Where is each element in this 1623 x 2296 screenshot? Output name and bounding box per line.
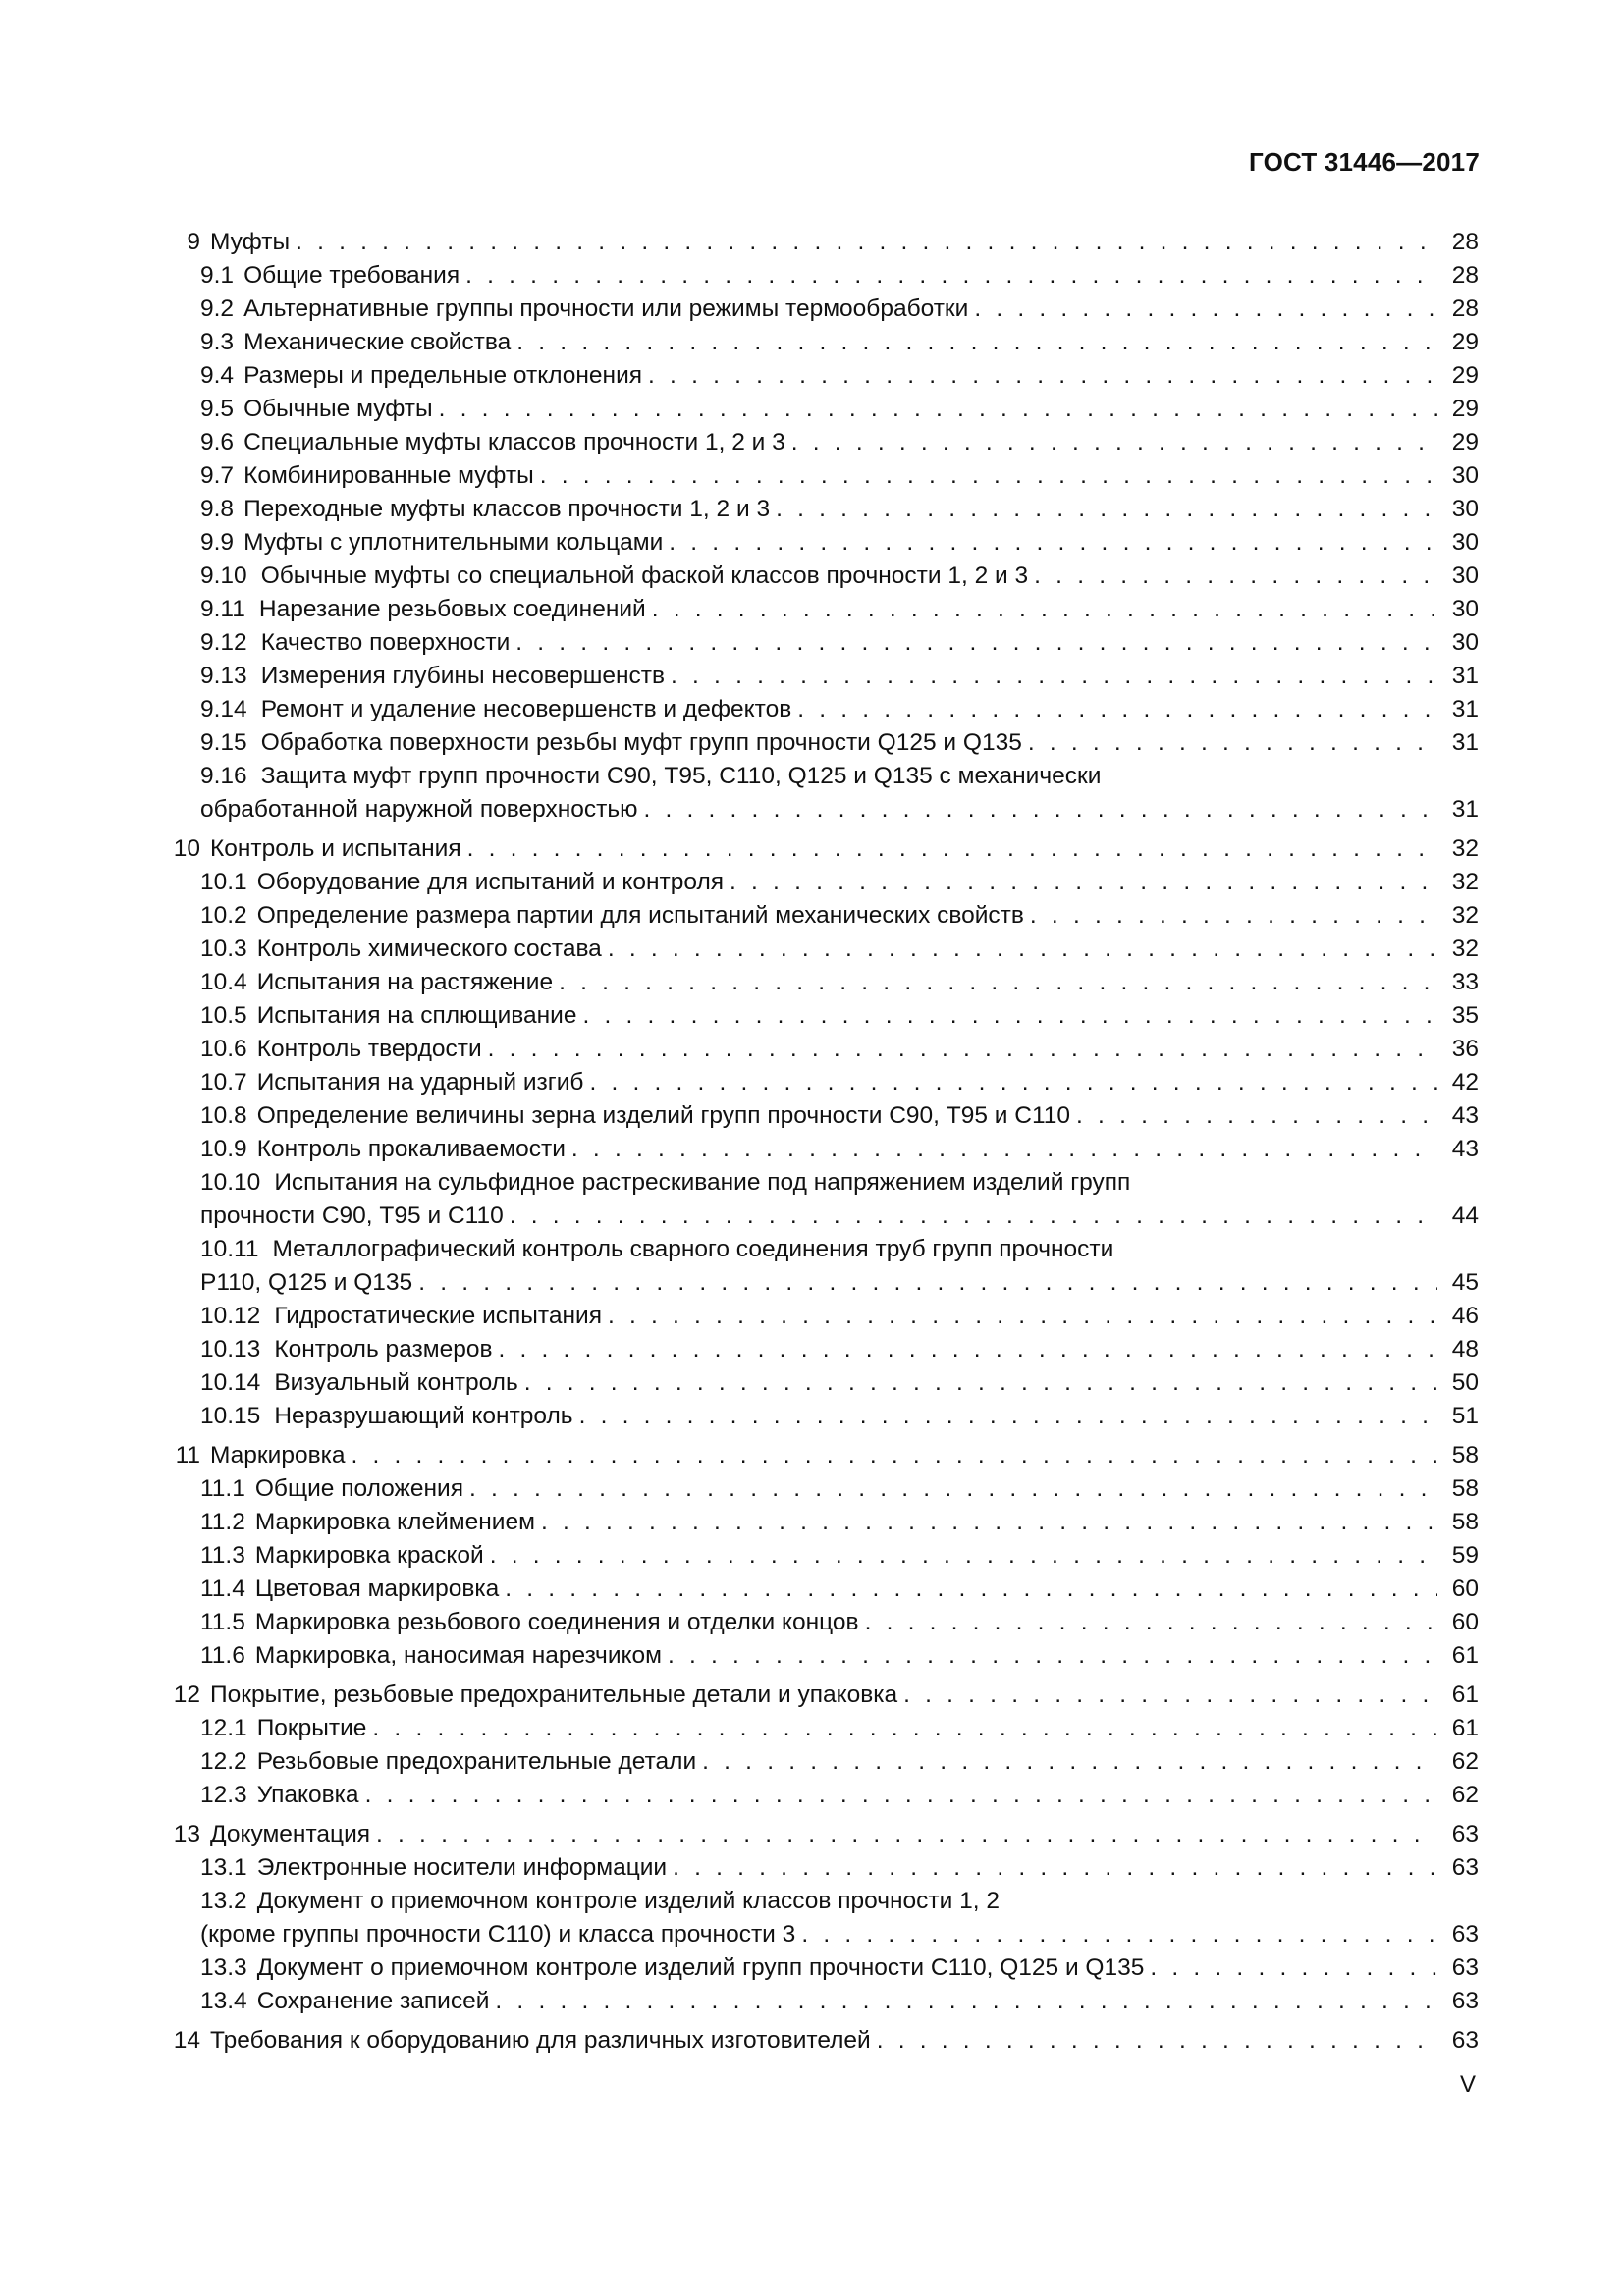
leader-dots [376,1818,1437,1851]
toc-entry[interactable] [157,560,1479,593]
entry-title: Альтернативные группы прочности или режимы термообработки [243,295,969,322]
page-ref: 43 [1451,1136,1479,1162]
entry-number: 9.13 [200,663,247,689]
entry-title: Механические свойства [243,329,512,355]
toc-entry[interactable] [157,1639,1479,1673]
entry-number: 9.1 [200,262,235,289]
leader-dots [801,1918,1437,1951]
entry-number: 9.11 [200,596,245,622]
entry-title: Муфты с уплотнительными кольцами [243,529,664,556]
toc-entry[interactable] [157,1506,1479,1539]
toc-entry[interactable] [157,1985,1479,2018]
toc-entry[interactable] [157,526,1479,560]
toc-entry[interactable] [157,1951,1479,1985]
leader-dots [465,259,1437,293]
entry-number: 9.3 [200,329,235,355]
page-ref: 62 [1451,1782,1479,1808]
entry-number: 11.4 [200,1575,245,1602]
entry-title: Ремонт и удаление несовершенств и дефектов [260,696,792,722]
toc-entry[interactable] [157,1366,1479,1400]
toc-entry-continuation[interactable] [157,793,1479,827]
toc-entry[interactable] [157,1539,1479,1573]
page-ref: 63 [1451,2027,1479,2054]
entry-title: Испытания на ударный изгиб [256,1069,584,1095]
leader-dots [652,593,1437,626]
entry-title: Неразрушающий контроль [274,1403,573,1429]
entry-title: Цветовая маркировка [254,1575,500,1602]
toc-entry[interactable] [157,2024,1479,2057]
entry-number: 11.1 [200,1475,245,1502]
entry-title: Электронные носители информации [256,1854,668,1881]
entry-title: Маркировка клеймением [254,1509,535,1535]
entry-title: Документ о приемочном контроле изделий классов прочности 1, 2 [256,1888,1000,1914]
leader-dots [974,293,1437,326]
toc-entry[interactable] [157,1133,1479,1166]
entry-number: 10.8 [200,1102,247,1129]
entry-number: 10.4 [200,969,247,995]
toc-section-14 [157,2024,1479,2057]
page-ref: 31 [1451,663,1479,689]
entry-title: Маркировка, наносимая нарезчиком [254,1642,662,1669]
leader-dots [352,1439,1438,1472]
section-title: Муфты [210,229,291,255]
entry-title: Испытания на сплющивание [256,1002,577,1029]
leader-dots [791,426,1437,459]
entry-number: 12.1 [200,1715,247,1741]
page-ref: 51 [1451,1403,1479,1429]
entry-number: 10.5 [200,1002,247,1029]
leader-dots [524,1366,1437,1400]
leader-dots [516,326,1437,359]
toc-entry[interactable] [157,1333,1479,1366]
toc-entry[interactable] [157,1712,1479,1745]
page-ref: 48 [1451,1336,1479,1362]
entry-title: Нарезание резьбовых соединений [258,596,646,622]
toc-entry[interactable] [157,626,1479,660]
page-ref: 63 [1451,1954,1479,1981]
toc-entry[interactable] [157,660,1479,693]
page-ref: 28 [1451,295,1479,322]
entry-title: Защита муфт групп прочности С90, Т95, С110, Q125 и Q135 с механически [260,763,1102,789]
toc-entry[interactable] [157,226,1479,259]
leader-dots [467,832,1437,866]
entry-title: обработанной наружной поверхностью [200,796,638,823]
section-title: Контроль и испытания [210,835,461,862]
page-ref: 63 [1451,1988,1479,2014]
page-ref: 46 [1451,1303,1479,1329]
entry-title: Маркировка краской [254,1542,484,1569]
leader-dots [439,393,1437,426]
entry-number: 11.5 [200,1609,245,1635]
toc-entry[interactable] [157,899,1479,933]
entry-title: Измерения глубины несовершенств [260,663,666,689]
entry-title: Контроль химического состава [256,935,602,962]
leader-dots [541,1506,1437,1539]
leader-dots [571,1133,1437,1166]
entry-number: 11.2 [200,1509,245,1535]
toc-entry[interactable] [157,1779,1479,1812]
entry-number: 10.11 [200,1236,259,1262]
entry-number: 9.8 [200,496,235,522]
page-ref: 36 [1451,1036,1479,1062]
toc-entry[interactable] [157,726,1479,760]
toc-entry[interactable] [157,259,1479,293]
toc-entry[interactable] [157,933,1479,966]
toc-entry-multiline[interactable] [157,1885,1479,1918]
entry-number: 9.4 [200,362,235,389]
leader-dots [469,1472,1437,1506]
toc-entry-multiline[interactable] [157,1166,1479,1200]
page-ref: 60 [1451,1575,1479,1602]
section-number: 13 [173,1821,200,1847]
toc-entry[interactable] [157,1679,1479,1712]
leader-dots [797,693,1437,726]
leader-dots [608,933,1437,966]
toc-section-13 [157,1818,1479,2018]
entry-number: 10.15 [200,1403,261,1429]
leader-dots [669,526,1437,560]
page-ref: 30 [1451,596,1479,622]
toc-section-11 [157,1439,1479,1673]
page-ref: 29 [1451,362,1479,389]
toc-entry-multiline[interactable] [157,1233,1479,1266]
section-number: 11 [175,1442,200,1468]
page-ref: 58 [1451,1442,1479,1468]
entry-number: 11.6 [200,1642,245,1669]
entry-number: 10.10 [200,1169,261,1196]
entry-title: Качество поверхности [260,629,511,656]
page-ref: 63 [1451,1854,1479,1881]
entry-number: 9.6 [200,429,235,455]
page-ref: 61 [1451,1682,1479,1708]
toc-entry[interactable] [157,693,1479,726]
page-ref: 62 [1451,1748,1479,1775]
entry-number: 10.13 [200,1336,261,1362]
page-ref: 58 [1451,1509,1479,1535]
page-number: V [1459,2071,1476,2098]
entry-number: 13.2 [200,1888,247,1914]
leader-dots [372,1712,1437,1745]
toc-entry[interactable] [157,1573,1479,1606]
entry-title: Покрытие [256,1715,367,1741]
leader-dots [1034,560,1437,593]
entry-number: 9.15 [200,729,247,756]
entry-title: Металлографический контроль сварного соединения труб групп прочности [272,1236,1114,1262]
page-ref: 59 [1451,1542,1479,1569]
section-number: 14 [173,2027,200,2054]
toc-entry[interactable] [157,999,1479,1033]
page-ref: 30 [1451,462,1479,489]
leader-dots [510,1200,1437,1233]
page-ref: 30 [1451,496,1479,522]
toc-entry[interactable] [157,1066,1479,1099]
page-ref: 63 [1451,1821,1479,1847]
section-number: 10 [173,835,200,862]
leader-dots [583,999,1438,1033]
entry-title: Общие положения [254,1475,464,1502]
entry-title: Оборудование для испытаний и контроля [256,869,725,895]
entry-number: 9.9 [200,529,235,556]
entry-number: 10.6 [200,1036,247,1062]
page-ref: 60 [1451,1609,1479,1635]
leader-dots [776,493,1437,526]
entry-title: Обычные муфты [243,396,433,422]
entry-title: Специальные муфты классов прочности 1, 2 и 3 [243,429,785,455]
leader-dots [1030,899,1437,933]
entry-number: 12.2 [200,1748,247,1775]
entry-number: 13.4 [200,1988,247,2014]
toc-entry-continuation[interactable] [157,1918,1479,1951]
entry-title: Определение размера партии для испытаний механических свойств [256,902,1024,929]
entry-number: 10.14 [200,1369,261,1396]
leader-dots [579,1400,1437,1433]
entry-title: Общие требования [243,262,460,289]
toc-entry[interactable] [157,866,1479,899]
toc-entry[interactable] [157,966,1479,999]
entry-title: Резьбовые предохранительные детали [256,1748,697,1775]
leader-dots [903,1679,1437,1712]
leader-dots [877,2024,1437,2057]
toc-entry[interactable] [157,1606,1479,1639]
entry-number: 9.10 [200,562,247,589]
leader-dots [702,1745,1437,1779]
leader-dots [865,1606,1437,1639]
leader-dots [643,793,1437,827]
toc-entry[interactable] [157,1300,1479,1333]
entry-title: Сохранение записей [256,1988,490,2014]
leader-dots [648,359,1437,393]
leader-dots [418,1266,1437,1300]
toc-entry[interactable] [157,426,1479,459]
leader-dots [608,1300,1437,1333]
leader-dots [1028,726,1437,760]
leader-dots [515,626,1437,660]
entry-title: Документ о приемочном контроле изделий групп прочности С110, Q125 и Q135 [256,1954,1145,1981]
entry-number: 9.5 [200,396,235,422]
entry-number: 13.3 [200,1954,247,1981]
entry-number: 10.1 [200,869,247,895]
leader-dots [1076,1099,1437,1133]
page-ref: 29 [1451,429,1479,455]
entry-number: 10.9 [200,1136,247,1162]
toc-section-10 [157,832,1479,1433]
toc-section-9 [157,226,1479,827]
toc-entry[interactable] [157,1033,1479,1066]
entry-title: Контроль размеров [274,1336,493,1362]
toc-entry[interactable] [157,593,1479,626]
toc-entry[interactable] [157,1439,1479,1472]
entry-title: Переходные муфты классов прочности 1, 2 и 3 [243,496,771,522]
page-ref: 30 [1451,562,1479,589]
toc-entry[interactable] [157,326,1479,359]
page-ref: 29 [1451,329,1479,355]
leader-dots [505,1573,1437,1606]
entry-title: Испытания на растяжение [256,969,554,995]
toc-entry-continuation[interactable] [157,1266,1479,1300]
leader-dots [559,966,1437,999]
entry-title: Испытания на сульфидное растрескивание под напряжением изделий групп [274,1169,1131,1196]
entry-title: Комбинированные муфты [243,462,534,489]
page-ref: 32 [1451,935,1479,962]
page-ref: 31 [1451,696,1479,722]
entry-title: Обработка поверхности резьбы муфт групп прочности Q125 и Q135 [260,729,1022,756]
leader-dots [730,866,1437,899]
toc-entry[interactable] [157,359,1479,393]
page-ref: 33 [1451,969,1479,995]
entry-number: 10.12 [200,1303,261,1329]
entry-number: 9.7 [200,462,235,489]
leader-dots [671,660,1437,693]
entry-number: 9.16 [200,763,247,789]
page-ref: 61 [1451,1642,1479,1669]
page-ref: 35 [1451,1002,1479,1029]
page-ref: 58 [1451,1475,1479,1502]
page-ref: 30 [1451,629,1479,656]
leader-dots [668,1639,1437,1673]
entry-title: прочности С90, Т95 и С110 [200,1202,504,1229]
table-of-contents [157,226,1479,2063]
entry-title: Определение величины зерна изделий групп прочности С90, Т95 и С110 [256,1102,1071,1129]
toc-entry[interactable] [157,1851,1479,1885]
entry-number: 10.7 [200,1069,247,1095]
leader-dots [499,1333,1438,1366]
page-ref: 29 [1451,396,1479,422]
page-ref: 28 [1451,229,1479,255]
section-title: Маркировка [210,1442,346,1468]
document-header: ГОСТ 31446—2017 [1249,147,1480,177]
entry-number: 11.3 [200,1542,245,1569]
leader-dots [296,226,1437,259]
page-ref: 43 [1451,1102,1479,1129]
section-title: Документация [210,1821,371,1847]
leader-dots [495,1985,1437,2018]
toc-entry[interactable] [157,393,1479,426]
entry-title: Р110, Q125 и Q135 [200,1269,413,1296]
entry-number: 13.1 [200,1854,247,1881]
leader-dots [1150,1951,1437,1985]
entry-title: Гидростатические испытания [274,1303,602,1329]
entry-number: 10.2 [200,902,247,929]
entry-title: Маркировка резьбового соединения и отделки концов [254,1609,859,1635]
page-ref: 44 [1451,1202,1479,1229]
toc-entry[interactable] [157,1400,1479,1433]
page-ref: 30 [1451,529,1479,556]
toc-entry[interactable] [157,832,1479,866]
page-ref: 50 [1451,1369,1479,1396]
page-ref: 31 [1451,729,1479,756]
entry-title: Обычные муфты со специальной фаской классов прочности 1, 2 и 3 [260,562,1029,589]
leader-dots [490,1539,1437,1573]
section-title: Требования к оборудованию для различных изготовителей [210,2027,871,2054]
page-ref: 32 [1451,869,1479,895]
toc-entry[interactable] [157,1472,1479,1506]
toc-entry[interactable] [157,459,1479,493]
toc-entry[interactable] [157,293,1479,326]
page-ref: 61 [1451,1715,1479,1741]
page-ref: 32 [1451,902,1479,929]
entry-title: Визуальный контроль [274,1369,518,1396]
toc-entry[interactable] [157,1745,1479,1779]
page-ref: 32 [1451,835,1479,862]
entry-title: Контроль прокаливаемости [256,1136,566,1162]
entry-title: Упаковка [256,1782,359,1808]
entry-title: Контроль твердости [256,1036,482,1062]
entry-title: Размеры и предельные отклонения [243,362,643,389]
toc-entry-continuation[interactable] [157,1200,1479,1233]
page-ref: 28 [1451,262,1479,289]
leader-dots [540,459,1437,493]
page-ref: 45 [1451,1269,1479,1296]
entry-number: 9.2 [200,295,235,322]
toc-entry-multiline[interactable] [157,760,1479,793]
section-title: Покрытие, резьбовые предохранительные детали и упаковка [210,1682,898,1708]
page-ref: 42 [1451,1069,1479,1095]
entry-title: (кроме группы прочности С110) и класса прочности 3 [200,1921,796,1948]
leader-dots [673,1851,1437,1885]
toc-entry[interactable] [157,1818,1479,1851]
toc-entry[interactable] [157,493,1479,526]
entry-number: 9.12 [200,629,247,656]
section-number: 12 [173,1682,200,1708]
page-ref: 63 [1451,1921,1479,1948]
toc-entry[interactable] [157,1099,1479,1133]
toc-section-12 [157,1679,1479,1812]
leader-dots [365,1779,1437,1812]
page-ref: 31 [1451,796,1479,823]
section-number: 9 [187,229,200,255]
entry-number: 12.3 [200,1782,247,1808]
entry-number: 10.3 [200,935,247,962]
leader-dots [589,1066,1437,1099]
leader-dots [488,1033,1437,1066]
entry-number: 9.14 [200,696,247,722]
